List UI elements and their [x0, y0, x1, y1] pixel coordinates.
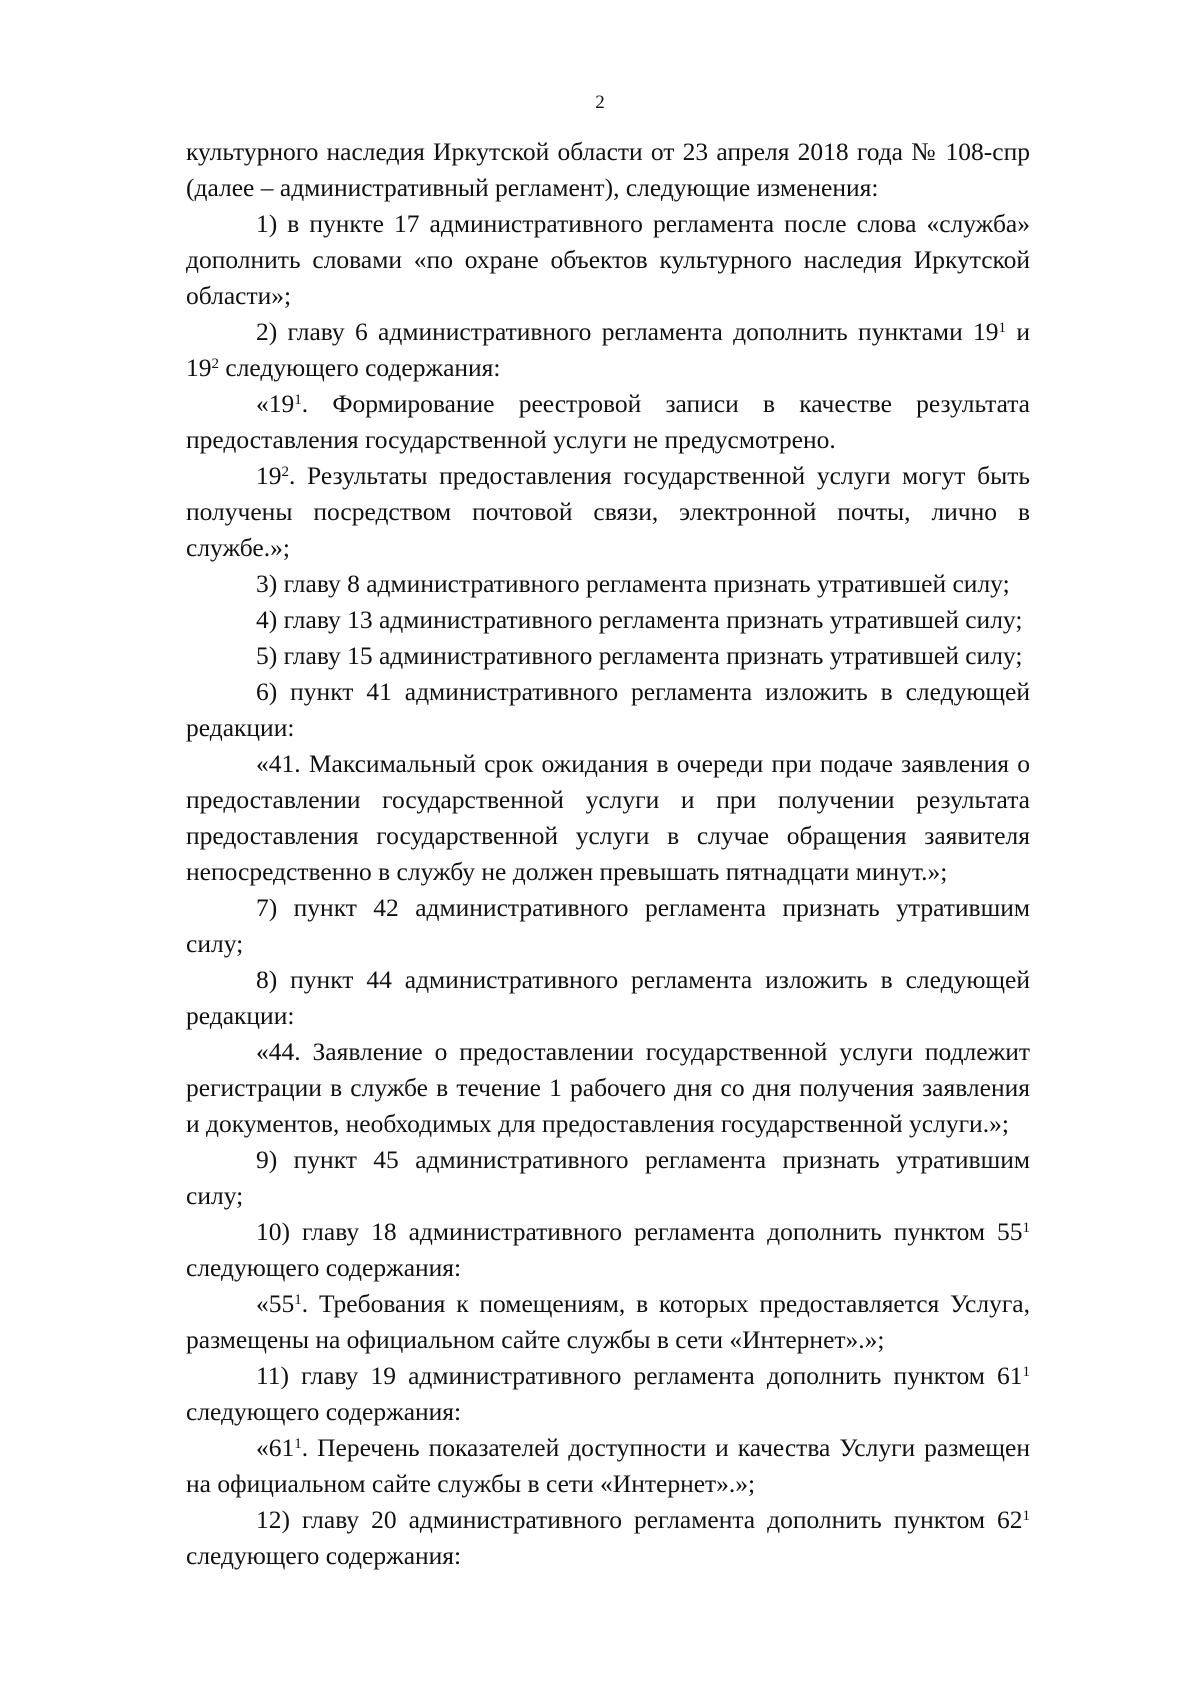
- paragraph: [186, 638, 1030, 674]
- paragraph: [186, 1358, 1030, 1430]
- text-run: следующего содержания:: [219, 353, 501, 382]
- paragraph: [186, 134, 1030, 206]
- text-run: и 19: [186, 317, 1030, 382]
- paragraph: [186, 602, 1030, 638]
- text-run: 3) главу 8 административного регламента признать утратившей силу;: [256, 569, 1010, 598]
- paragraph: [186, 314, 1030, 386]
- text-run: «55: [256, 1289, 295, 1318]
- text-run: следующего содержания:: [186, 1541, 462, 1570]
- text-run: «19: [256, 389, 295, 418]
- text-run: 1) в пункте 17 административного регламента после слова «служба» дополнить словами «по охране объектов культурного наследия Иркутской области»;: [186, 209, 1030, 310]
- superscript: 1: [998, 319, 1007, 336]
- superscript: 2: [281, 463, 289, 480]
- superscript: 1: [294, 1435, 302, 1452]
- text-run: . Перечень показателей доступности и качества Услуги размещен на официальном сайте службы в сети «Интернет».»;: [186, 1433, 1030, 1498]
- paragraph: [186, 962, 1030, 1034]
- text-run: 2) главу 6 административного регламента дополнить пунктами 19: [256, 317, 999, 346]
- text-run: 5) главу 15 административного регламента признать утратившей силу;: [256, 641, 1023, 670]
- text-run: «41. Максимальный срок ожидания в очереди при подаче заявления о предоставлении государственной услуги и при получении результата предоставления государственной услуги в случае обращения заявителя непосредственно в службу не должен превышать пятнадцати минут.»;: [186, 749, 1030, 886]
- document-body: [186, 134, 1030, 1574]
- text-run: . Требования к помещениям, в которых предоставляется Услуга, размещены на официальном сайте службы в сети «Интернет».»;: [186, 1289, 1030, 1354]
- paragraph: [186, 1034, 1030, 1142]
- text-run: . Результаты предоставления государственной услуги могут быть получены посредством почтовой связи, электронной почты, лично в службе.»;: [186, 461, 1030, 562]
- text-run: культурного наследия Иркутской области от 23 апреля 2018 года № 108-спр (далее – административный регламент), следующие изменения:: [186, 137, 1030, 202]
- text-run: следующего содержания:: [186, 1397, 462, 1426]
- text-run: 19: [256, 461, 282, 490]
- page-number: 2: [595, 92, 605, 113]
- text-run: следующего содержания:: [186, 1253, 462, 1282]
- superscript: 1: [294, 391, 302, 408]
- paragraph: [186, 1430, 1030, 1502]
- paragraph: [186, 566, 1030, 602]
- text-run: 4) главу 13 административного регламента признать утратившей силу;: [256, 605, 1023, 634]
- text-run: «61: [256, 1433, 295, 1462]
- superscript: 1: [1022, 1219, 1030, 1236]
- text-run: 10) главу 18 административного регламента дополнить пунктом 55: [256, 1217, 1023, 1246]
- paragraph: [186, 1502, 1030, 1574]
- paragraph: [186, 1214, 1030, 1286]
- superscript: 2: [211, 355, 219, 372]
- text-run: 9) пункт 45 административного регламента признать утратившим силу;: [186, 1145, 1030, 1210]
- paragraph: [186, 890, 1030, 962]
- paragraph: [186, 1142, 1030, 1214]
- text-run: . Формирование реестровой записи в качестве результата предоставления государственной услуги не предусмотрено.: [186, 389, 1030, 454]
- paragraph: [186, 1286, 1030, 1358]
- text-run: 6) пункт 41 административного регламента изложить в следующей редакции:: [186, 677, 1030, 742]
- paragraph: [186, 386, 1030, 458]
- text-run: 11) главу 19 административного регламента дополнить пунктом 61: [256, 1361, 1023, 1390]
- superscript: 1: [1022, 1363, 1030, 1380]
- paragraph: [186, 746, 1030, 890]
- paragraph: [186, 206, 1030, 314]
- text-run: 12) главу 20 административного регламента дополнить пунктом 62: [256, 1505, 1023, 1534]
- superscript: 1: [294, 1291, 302, 1308]
- paragraph: [186, 458, 1030, 566]
- text-run: 7) пункт 42 административного регламента признать утратившим силу;: [186, 893, 1030, 958]
- text-run: 8) пункт 44 административного регламента изложить в следующей редакции:: [186, 965, 1030, 1030]
- text-run: «44. Заявление о предоставлении государственной услуги подлежит регистрации в службе в течение 1 рабочего дня со дня получения заявления и документов, необходимых для предоставления государственной услуги.»;: [186, 1037, 1030, 1138]
- superscript: 1: [1022, 1507, 1030, 1524]
- paragraph: [186, 674, 1030, 746]
